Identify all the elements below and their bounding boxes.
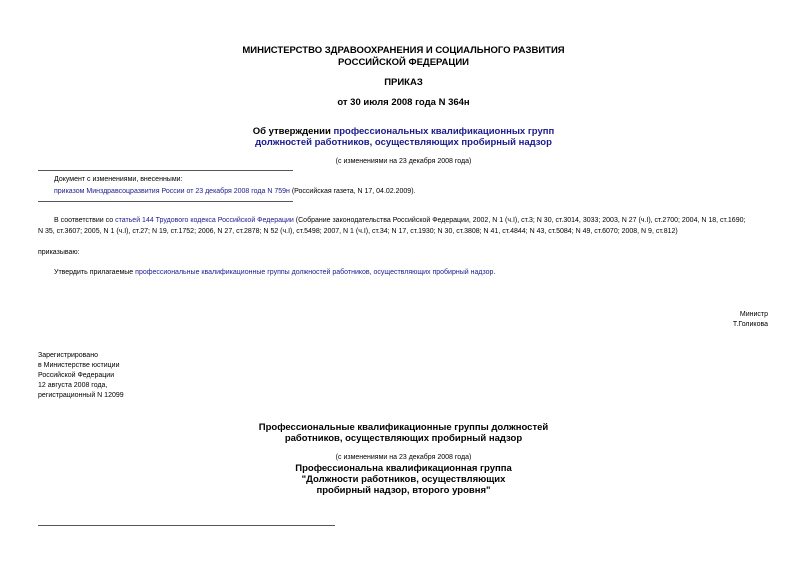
title-changes-note: (с изменениями на 23 декабря 2008 года) [335,158,472,165]
labor-code-link[interactable]: статьей 144 Трудового кодекса Российской Федерации [115,217,294,224]
divider-footer [38,525,335,526]
registration-line2: в Министерстве юстиции [38,362,120,369]
body-paragraph-line1 [54,216,774,225]
body-paragraph-line2: N 35, ст.3607; 2005, N 1 (ч.I), ст.27; N 19, ст.1752; 2006, N 27, ст.2878; N 52 (ч.I), ст.5498; 2007, N 1 (ч.I), ст.34; N 17, ст.1930; N 30, ст.3808; N 41, ст.4844; N 43, ст.5084; N 49, ст.6070; 2008, N 9, ст.812) [38,228,678,235]
registration-line3: Российской Федерации [38,372,115,379]
title-link-part1[interactable]: профессиональных квалификационных групп [333,126,555,137]
document-date: от 30 июля 2008 года N 364н [337,97,470,108]
ministry-name-line2: РОССИЙСКОЙ ФЕДЕРАЦИИ [337,57,469,68]
appendix-title-line1: Профессиональные квалификационные группы должностей [258,422,549,433]
approve-paragraph [54,268,495,277]
appendix-title-line2: работников, осуществляющих пробирный надзор [284,433,523,444]
approve-suffix: . [493,269,496,276]
signature-position: Министр [739,311,768,318]
document-title-line2 [0,137,807,149]
title-prefix: Об утверждении [252,126,334,137]
registration-line4: 12 августа 2008 года, [38,382,108,389]
amendments-line [54,187,415,196]
document-type: ПРИКАЗ [384,77,423,88]
divider-bottom [38,201,293,202]
group-title-line2: "Должности работников, осуществляющих [301,474,506,485]
registration-line5: регистрационный N 12099 [38,392,124,399]
approve-prefix: Утвердить прилагаемые [54,269,136,276]
amendments-link[interactable]: приказом Минздравсоцразвития России от 23 декабря 2008 года N 759н [54,188,290,195]
signature-name: Т.Голикова [732,321,768,328]
amendments-source: (Российская газета, N 17, 04.02.2009). [289,188,416,195]
divider-top [38,170,293,171]
registration-line1: Зарегистрировано [38,352,98,359]
para1-rest1: (Собрание законодательства Российской Федерации, 2002, N 1 (ч.I), ст.3; N 30, ст.3014, 3033; 2003, N 27 (ч.I), ст.2700; 2004, N 18, ст.1690; [293,217,746,224]
group-title-line3: пробирный надзор, второго уровня" [316,485,491,496]
title-link-part2[interactable]: должностей работников, осуществляющих пробирный надзор [255,137,552,148]
amendments-intro: Документ с изменениями, внесенными: [54,176,183,183]
order-word: приказываю: [38,249,80,256]
appendix-changes-note: (с изменениями на 23 декабря 2008 года) [335,454,472,461]
approve-link[interactable]: профессиональные квалификационные группы должностей работников, осуществляющих пробирный надзор [135,269,494,276]
ministry-name-line1: МИНИСТЕРСТВО ЗДРАВООХРАНЕНИЯ И СОЦИАЛЬНОГО РАЗВИТИЯ [242,45,565,56]
para1-prefix: В соответствии со [54,217,116,224]
group-title-line1: Профессиональна квалификационная группа [295,463,512,474]
